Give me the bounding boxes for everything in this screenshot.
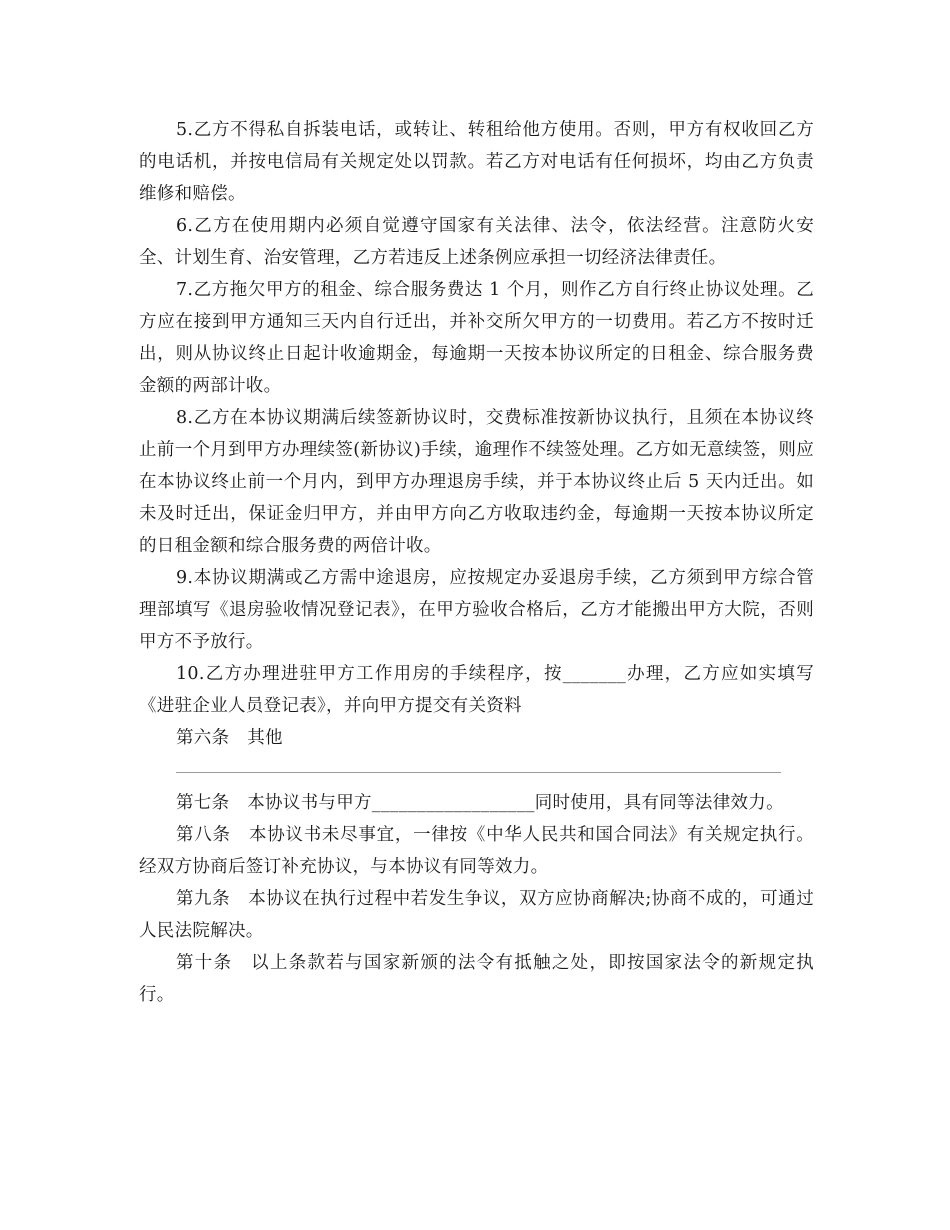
clause-6: 6.乙方在使用期内必须自觉遵守国家有关法律、法令，依法经营。注意防火安全、计划生育、治安管理，乙方若违反上述条例应承担一切经济法律责任。 bbox=[139, 216, 814, 268]
clause-9: 9.本协议期满或乙方需中途退房，应按规定办妥退房手续，乙方须到甲方综合管理部填写《退房验收情况登记表》，在甲方验收合格后，乙方才能搬出甲方大院，否则甲方不予放行。 bbox=[139, 568, 814, 652]
article-9: 第九条 本协议在执行过程中若发生争议，双方应协商解决;协商不成的，可通过人民法院解决。 bbox=[139, 889, 814, 941]
clause-10: 10.乙方办理进驻甲方工作用房的手续程序，按_______办理，乙方应如实填写《进驻企业人员登记表》，并向甲方提交有关资料 bbox=[139, 664, 814, 716]
article-8: 第八条 本协议书未尽事宜，一律按《中华人民共和国合同法》有关规定执行。经双方协商后签订补充协议，与本协议有同等效力。 bbox=[139, 825, 814, 877]
clause-8: 8.乙方在本协议期满后续签新协议时，交费标准按新协议执行，且须在本协议终止前一个月到甲方办理续签(新协议)手续，逾理作不续签处理。乙方如无意续签，则应在本协议终止前一个月内，到甲方办理退房手续，并于本协议终止后 5 天内迁出。如未及时迁出，保证金归甲方，并由甲方向乙方收取违约金，每逾期一天按本协议所定的日租金额和综合服务费的两倍计收。 bbox=[139, 408, 814, 556]
clause-5: 5.乙方不得私自拆装电话，或转让、转租给他方使用。否则，甲方有权收回乙方的电话机，并按电信局有关规定处以罚款。若乙方对电话有任何损坏，均由乙方负责维修和赔偿。 bbox=[139, 120, 814, 204]
fill-in-line bbox=[176, 772, 781, 773]
article-6-heading: 第六条 其他 bbox=[176, 728, 283, 748]
article-7: 第七条 本协议书与甲方__________________同时使用，具有同等法律效力。 bbox=[176, 793, 784, 813]
contract-body bbox=[139, 114, 814, 1011]
clause-7: 7.乙方拖欠甲方的租金、综合服务费达 1 个月，则作乙方自行终止协议处理。乙方应在接到甲方通知三天内自行迁出，并补交所欠甲方的一切费用。若乙方不按时迁出，则从协议终止日起计收逾期金，每逾期一天按本协议所定的日租金、综合服务费金额的两部计收。 bbox=[139, 280, 814, 396]
article-10: 第十条 以上条款若与国家新颁的法令有抵触之处，即按国家法令的新规定执行。 bbox=[139, 953, 814, 1005]
